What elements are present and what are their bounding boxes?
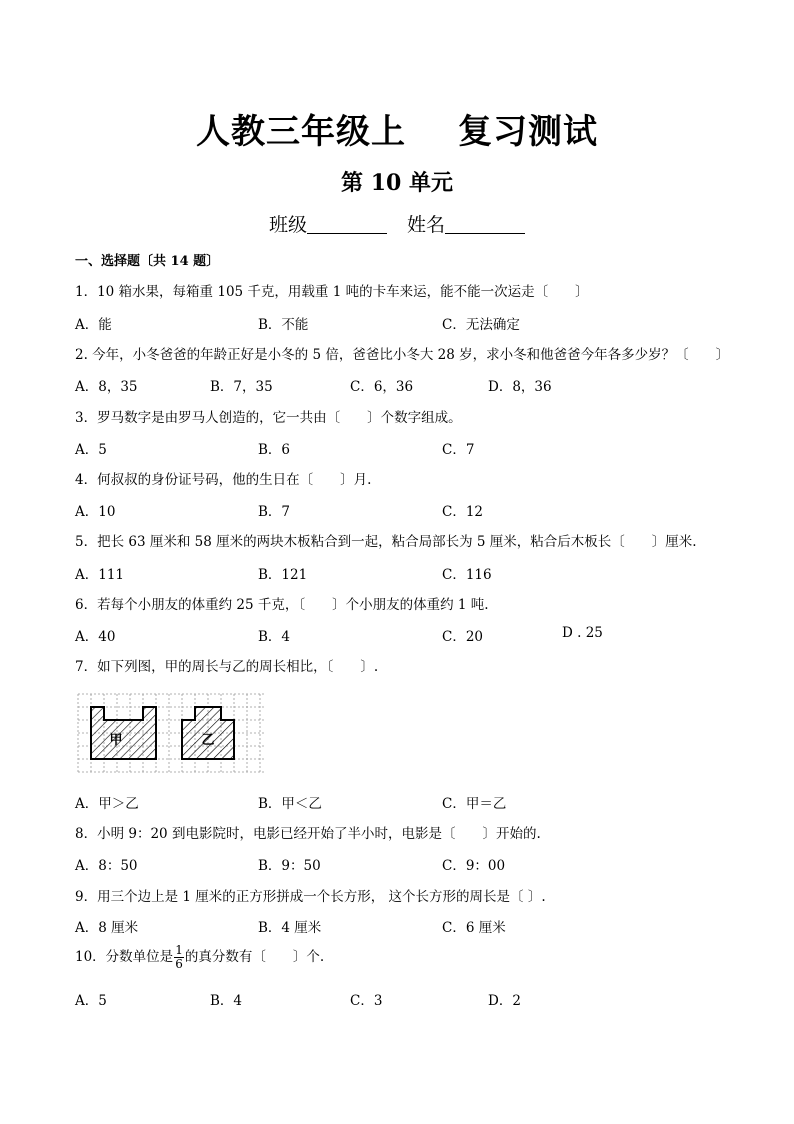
q9-option-b[interactable]: B．4 厘米 — [258, 920, 322, 936]
q7-option-b[interactable]: B．甲＜乙 — [258, 796, 322, 812]
q4-option-c[interactable]: C．12 — [442, 504, 484, 520]
question-7: 7．如下列图，甲的周长与乙的周长相比，〔 〕. — [75, 659, 379, 675]
q2-option-b[interactable]: B．7，35 — [210, 379, 273, 395]
label-jia: 甲 — [109, 733, 123, 748]
q10-option-a[interactable]: A．5 — [75, 993, 107, 1009]
name-blank[interactable] — [445, 213, 525, 234]
question-3: 3．罗马数字是由罗马人创造的，它一共由〔 〕个数字组成。 — [75, 410, 462, 426]
unit-subtitle: 第 10 单元 — [341, 170, 453, 196]
q6-option-d[interactable]: D . 25 — [562, 625, 603, 641]
q10-option-b[interactable]: B．4 — [210, 993, 243, 1009]
q3-option-c[interactable]: C．7 — [442, 442, 475, 458]
q2-option-a[interactable]: A．8，35 — [75, 379, 138, 395]
q1-option-a[interactable]: A．能 — [75, 317, 112, 333]
q4-option-a[interactable]: A．10 — [75, 504, 116, 520]
question-1: 1．10 箱水果，每箱重 105 千克，用载重 1 吨的卡车来运，能不能一次运走〔 〕 — [75, 284, 589, 300]
question-10 — [75, 944, 324, 971]
q10-option-c[interactable]: C．3 — [350, 993, 383, 1009]
q7-option-c[interactable]: C．甲＝乙 — [442, 796, 507, 812]
q7-option-a[interactable]: A．甲＞乙 — [75, 796, 139, 812]
student-info-line — [0, 210, 794, 237]
q6-option-a[interactable]: A．40 — [75, 629, 116, 645]
label-yi: 乙 — [201, 733, 215, 748]
perimeter-figure — [76, 692, 266, 778]
q1-option-b[interactable]: B．不能 — [258, 317, 309, 333]
fraction-one-sixth — [174, 944, 184, 971]
question-5: 5．把长 63 厘米和 58 厘米的两块木板粘合到一起，粘合局部长为 5 厘米，粘合后木板长〔 〕厘米. — [75, 534, 697, 550]
q10-option-d[interactable]: D．2 — [488, 993, 521, 1009]
q8-option-b[interactable]: B．9：50 — [258, 858, 321, 874]
q4-option-b[interactable]: B．7 — [258, 504, 291, 520]
q9-option-c[interactable]: C．6 厘米 — [442, 920, 506, 936]
q3-option-b[interactable]: B．6 — [258, 442, 291, 458]
perimeter-figure-svg — [76, 692, 266, 774]
class-blank[interactable] — [307, 213, 387, 234]
q6-option-c[interactable]: C．20 — [442, 629, 484, 645]
page-title — [0, 104, 794, 153]
title-right: 复习测试 — [458, 112, 598, 152]
shape-jia — [91, 707, 156, 759]
q5-option-b[interactable]: B．121 — [258, 567, 308, 583]
q9-option-a[interactable]: A．8 厘米 — [75, 920, 139, 936]
question-8: 8．小明 9：20 到电影院时，电影已经开始了半小时，电影是〔 〕开始的. — [75, 826, 541, 842]
question-9: 9．用三个边上是 1 厘米的正方形拼成一个长方形， 这个长方形的周长是〔 〕. — [75, 889, 546, 905]
question-6: 6．若每个小朋友的体重约 25 千克，〔 〕个小朋友的体重约 1 吨. — [75, 597, 489, 613]
q5-option-c[interactable]: C．116 — [442, 567, 492, 583]
title-left: 人教三年级上 — [196, 112, 406, 152]
q10-text-before: 10．分数单位是 — [75, 949, 174, 965]
q2-option-c[interactable]: C．6，36 — [350, 379, 414, 395]
q8-option-c[interactable]: C．9：00 — [442, 858, 506, 874]
q8-option-a[interactable]: A．8：50 — [75, 858, 138, 874]
q5-option-a[interactable]: A．111 — [75, 567, 125, 583]
fraction-numerator: 1 — [175, 943, 183, 957]
q2-option-d[interactable]: D．8，36 — [488, 379, 552, 395]
q10-text-after: 的真分数有〔 〕个. — [184, 949, 325, 965]
q6-option-b[interactable]: B．4 — [258, 629, 291, 645]
question-2: 2. 今年，小冬爸爸的年龄正好是小冬的 5 倍，爸爸比小冬大 28 岁，求小冬和他爸爸今年各多少岁？〔 〕 — [75, 347, 730, 363]
q3-option-a[interactable]: A．5 — [75, 442, 107, 458]
section-heading: 一、选择题〔共 14 题〕 — [75, 254, 220, 269]
name-label: 姓名 — [407, 214, 446, 236]
q1-option-c[interactable]: C．无法确定 — [442, 317, 520, 333]
class-label: 班级 — [268, 214, 307, 236]
fraction-denominator: 6 — [175, 957, 183, 971]
question-4: 4．何叔叔的身份证号码，他的生日在〔 〕月. — [75, 472, 372, 488]
